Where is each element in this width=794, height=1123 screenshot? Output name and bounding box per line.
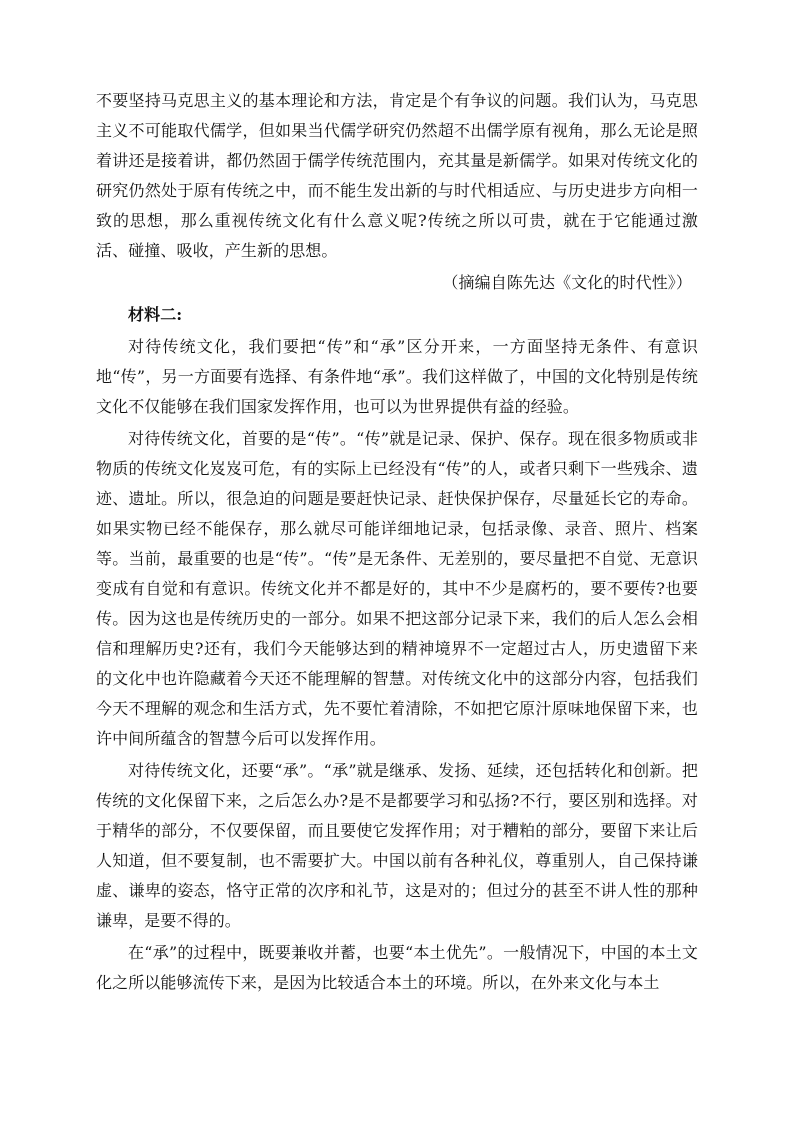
paragraph-transmit: 对待传统文化，首要的是“传”。“传”就是记录、保护、保存。现在很多物质或非物质的传统文化岌岌可危，有的实际上已经没有“传”的人，或者只剩下一些残余、遗迹、遗址。所以，很急迫的问题是要赶快记录、赶快保护保存，尽量延长它的寿命。如果实物已经不能保存，那么就尽可能详细地记录，包括录像、录音、照片、档案等。当前，最重要的也是“传”。“传”是无条件、无差别的，要尽量把不自觉、无意识变成有自觉和有意识。传统文化并不都是好的，其中不少是腐朽的，要不要传?也要传。因为这也是传统历史的一部分。如果不把这部分记录下来，我们的后人怎么会相信和理解历史?还有，我们今天能够达到的精神境界不一定超过古人，历史遗留下来的文化中也许隐藏着今天还不能理解的智慧。对传统文化中的这部分内容，包括我们今天不理解的观念和生活方式，先不要忙着清除，不如把它原汁原味地保留下来，也许中间所蕴含的智慧今后可以发挥作用。 xyxy=(96,429,698,748)
paragraph-inherit: 对待传统文化，还要“承”。“承”就是继承、发扬、延续，还包括转化和创新。把传统的文化保留下来，之后怎么办?是不是都要学习和弘扬?不行，要区别和选择。对于精华的部分，不仅要保留，而且要使它发挥作用；对于糟粕的部分，要留下来让后人知道，但不要复制，也不需要扩大。中国以前有各种礼仪，尊重别人，自己保持谦虚、谦卑的姿态，恪守正常的次序和礼节，这是对的；但过分的甚至不讲人性的那种谦卑，是要不得的。 xyxy=(96,761,698,930)
intro-paragraph: 不要坚持马克思主义的基本理论和方法，肯定是个有争议的问题。我们认为，马克思主义不可能取代儒学，但如果当代儒学研究仍然超不出儒学原有视角，那么无论是照着讲还是接着讲，都仍然固于儒学传统范围内，充其量是新儒学。如果对传统文化的研究仍然处于原有传统之中，而不能生发出新的与时代相适应、与历史进步方向相一致的思想，那么重视传统文化有什么意义呢?传统之所以可贵，就在于它能通过激活、碰撞、吸收，产生新的思想。 xyxy=(96,91,698,260)
paragraph-local-priority: 在“承”的过程中，既要兼收并蓄，也要“本土优先”。一般情况下，中国的本土文化之所以能够流传下来，是因为比较适合本土的环境。所以，在外来文化与本土 xyxy=(96,943,698,992)
material-two-heading: 材料二: xyxy=(128,305,183,324)
source-citation: （摘编自陈先达《文化的时代性》） xyxy=(442,273,692,292)
document-body xyxy=(96,86,698,1000)
paragraph-transmit-and-inherit: 对待传统文化，我们要把“传”和“承”区分开来，一方面坚持无条件、有意识地“传”，另一方面要有选择、有条件地“承”。我们这样做了，中国的文化特别是传统文化不仅能够在我们国家发挥作用，也可以为世界提供有益的经验。 xyxy=(96,337,698,416)
